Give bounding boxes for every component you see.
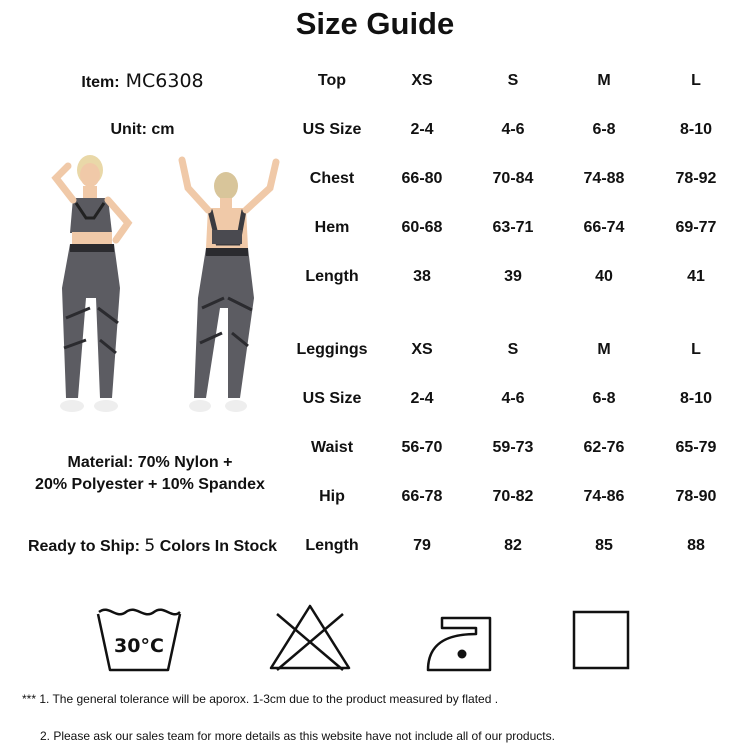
- tolerance-note: *** 1. The general tolerance will be aporox. 1-3cm due to the product measured by flated .: [22, 692, 499, 706]
- leggings-cell: 70-82: [492, 488, 534, 505]
- wash-30-icon: [94, 600, 184, 675]
- leggings-header-l: L: [691, 341, 701, 358]
- product-photo-front: [28, 148, 158, 423]
- top-header-m: M: [597, 72, 611, 89]
- top-cell: 40: [595, 268, 613, 285]
- item-code: MC6308: [125, 70, 204, 92]
- leggings-cell: 74-86: [583, 488, 625, 505]
- leggings-cell: 6-8: [592, 390, 616, 407]
- top-cell: 2-4: [410, 121, 434, 138]
- top-cell: 39: [504, 268, 522, 285]
- top-cell: 66-80: [401, 170, 443, 187]
- ready-prefix: Ready to Ship:: [27, 538, 140, 555]
- top-cell: 70-84: [492, 170, 534, 187]
- leggings-cell: 88: [687, 537, 705, 554]
- tumble-dry-icon: [556, 600, 646, 675]
- ready-suffix: Colors In Stock: [159, 538, 278, 555]
- material-line-2: 20% Polyester + 10% Spandex: [35, 476, 265, 493]
- leggings-cell: 4-6: [501, 390, 525, 407]
- leggings-row-label: US Size: [302, 390, 362, 407]
- top-cell: 78-92: [675, 170, 717, 187]
- leggings-header-label: Leggings: [296, 341, 368, 358]
- top-cell: 66-74: [583, 219, 625, 236]
- top-cell: 41: [687, 268, 705, 285]
- leggings-row-label: Length: [305, 537, 359, 554]
- top-cell: 63-71: [492, 219, 534, 236]
- leggings-cell: 82: [504, 537, 522, 554]
- top-cell: 74-88: [583, 170, 625, 187]
- leggings-cell: 65-79: [675, 439, 717, 456]
- leggings-cell: 62-76: [583, 439, 625, 456]
- iron-low-icon: [420, 600, 510, 675]
- top-header-s: S: [507, 72, 519, 89]
- top-row-label: US Size: [302, 121, 362, 138]
- product-photo-back: [158, 148, 288, 423]
- top-cell: 4-6: [501, 121, 525, 138]
- top-cell: 69-77: [675, 219, 717, 236]
- item-line: [0, 70, 285, 92]
- top-header-label: Top: [317, 72, 347, 89]
- do-not-bleach-icon: [265, 600, 355, 675]
- top-header-xs: XS: [411, 72, 433, 89]
- leggings-row-label: Waist: [310, 439, 354, 456]
- top-row-label: Chest: [309, 170, 355, 187]
- leggings-header-s: S: [507, 341, 519, 358]
- top-cell: 60-68: [401, 219, 443, 236]
- leggings-cell: 56-70: [401, 439, 443, 456]
- leggings-header-m: M: [597, 341, 611, 358]
- leggings-cell: 78-90: [675, 488, 717, 505]
- leggings-cell: 59-73: [492, 439, 534, 456]
- leggings-cell: 66-78: [401, 488, 443, 505]
- ready-count: 5: [144, 536, 156, 556]
- wash-temp-label: 30°C: [114, 635, 164, 657]
- material-text: [0, 452, 300, 496]
- top-row-label: Length: [305, 268, 359, 285]
- leggings-cell: 2-4: [410, 390, 434, 407]
- top-cell: 8-10: [679, 121, 713, 138]
- top-row-label: Hem: [314, 219, 350, 236]
- top-header-l: L: [691, 72, 701, 89]
- ready-to-ship: [0, 536, 305, 556]
- top-cell: 6-8: [592, 121, 616, 138]
- top-cell: 38: [413, 268, 431, 285]
- leggings-cell: 8-10: [679, 390, 713, 407]
- leggings-cell: 85: [595, 537, 613, 554]
- material-line-1: Material: 70% Nylon +: [67, 454, 233, 471]
- page-title: Size Guide: [295, 6, 455, 41]
- sales-note: 2. Please ask our sales team for more details as this website have not include all of our products.: [40, 729, 555, 743]
- leggings-header-xs: XS: [411, 341, 433, 358]
- leggings-row-label: Hip: [319, 488, 345, 505]
- leggings-cell: 79: [413, 537, 431, 554]
- item-label: Item:: [81, 74, 120, 91]
- unit-label: Unit: cm: [110, 121, 175, 138]
